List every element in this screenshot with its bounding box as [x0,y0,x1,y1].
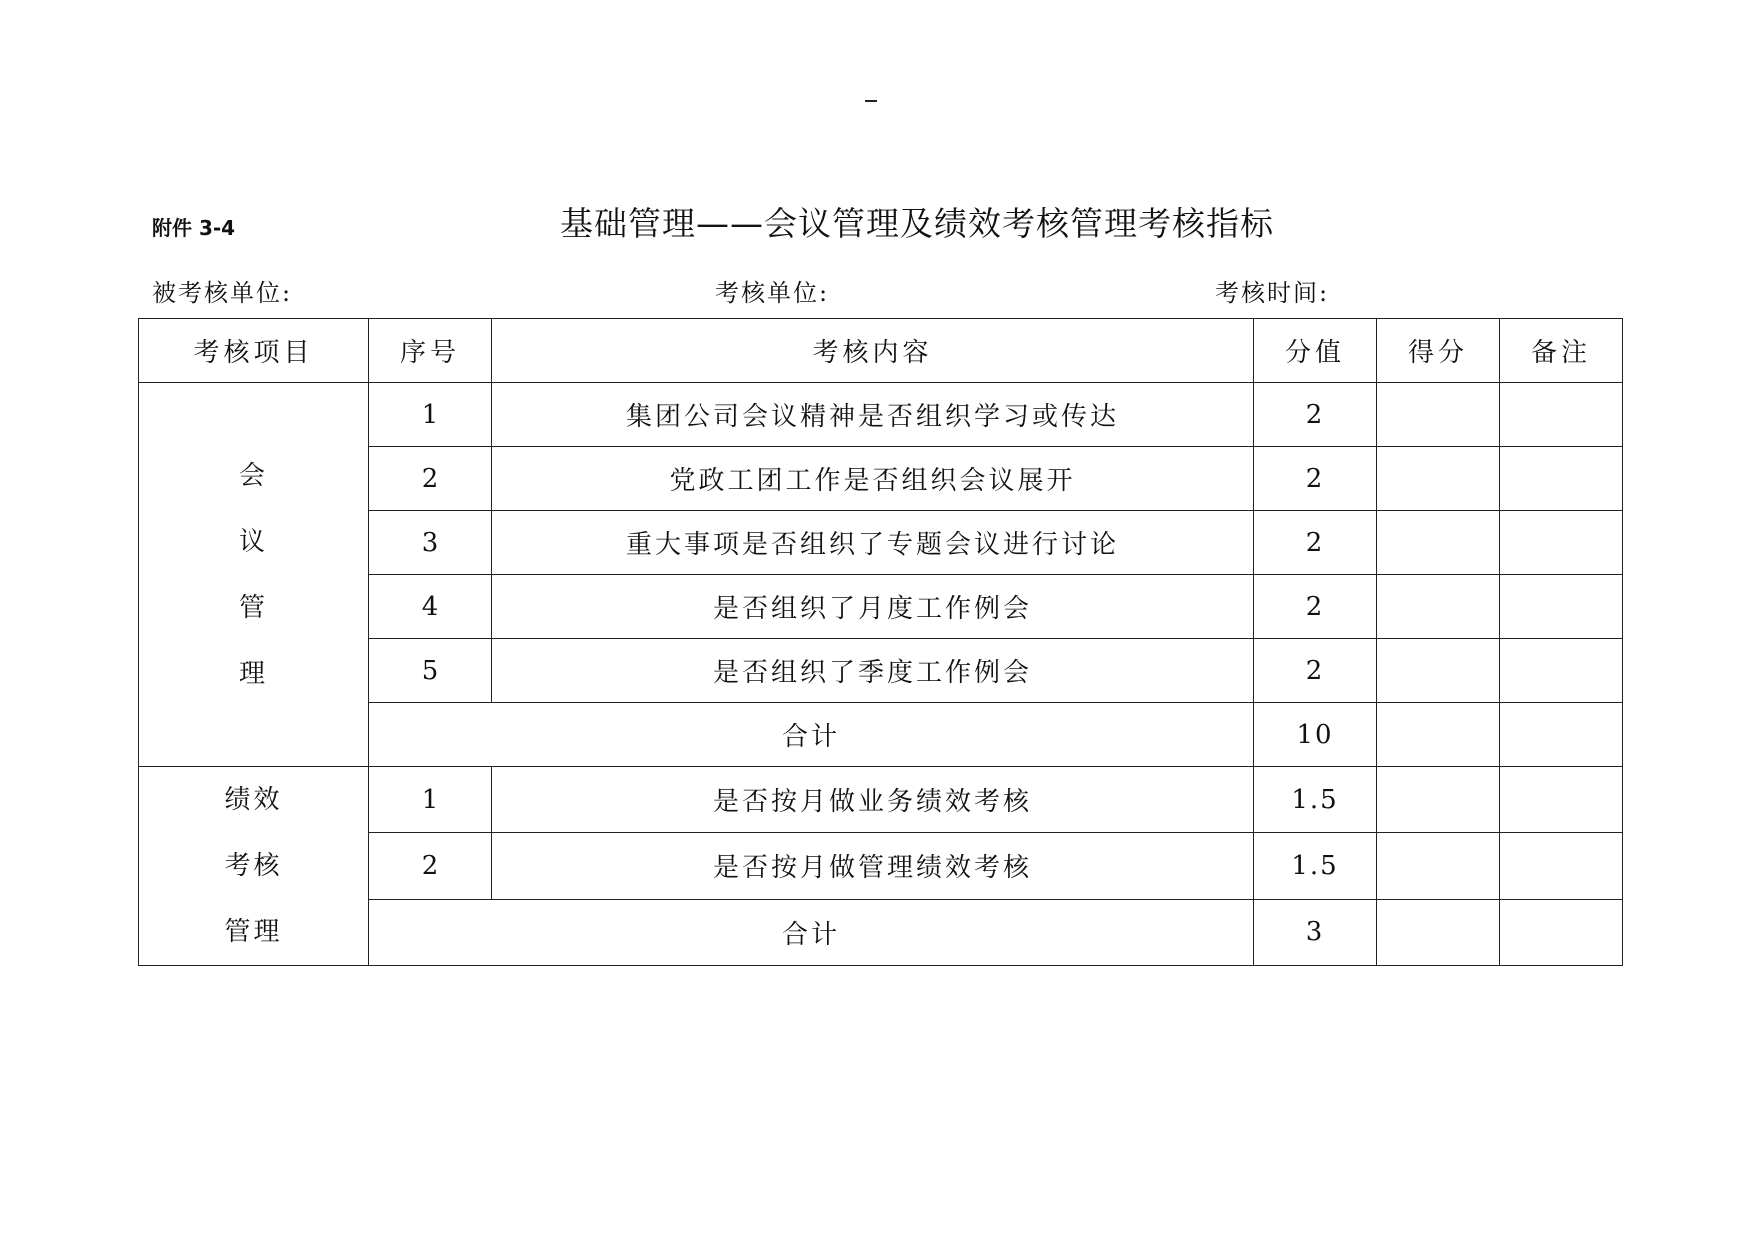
row-content: 是否组织了季度工作例会 [492,639,1254,703]
table-header-row [139,319,1623,383]
section-meeting-management [139,383,369,767]
row-score: 2 [1254,511,1377,575]
section-performance-management [139,767,369,966]
total-label: 合计 [369,703,1254,767]
remarks-cell[interactable] [1500,383,1623,447]
row-content: 集团公司会议精神是否组织学习或传达 [492,383,1254,447]
attachment-number: 附件 3-4 [152,216,236,240]
section-name-line: 绩效 [224,785,283,815]
section-name-line: 会 [238,460,268,491]
table-row [139,383,1623,447]
assessed-unit-label: 被考核单位: [152,279,293,307]
score-obtained-cell[interactable] [1377,575,1500,639]
score-obtained-cell[interactable] [1377,703,1500,767]
remarks-cell[interactable] [1500,511,1623,575]
row-score: 2 [1254,383,1377,447]
score-obtained-cell[interactable] [1377,639,1500,703]
row-content: 是否按月做业务绩效考核 [492,767,1254,833]
section-name-line: 考核 [224,851,283,881]
total-label: 合计 [369,899,1254,965]
score-obtained-cell[interactable] [1377,833,1500,899]
header-remarks: 备注 [1500,319,1623,383]
total-score: 10 [1254,703,1377,767]
assessment-table [138,318,1623,966]
row-content: 是否按月做管理绩效考核 [492,833,1254,899]
assess-time-label: 考核时间: [1215,279,1330,307]
row-number: 1 [369,383,492,447]
table-row [139,767,1623,833]
row-number: 2 [369,833,492,899]
row-content: 党政工团工作是否组织会议展开 [492,447,1254,511]
row-content: 是否组织了月度工作例会 [492,575,1254,639]
row-number: 3 [369,511,492,575]
remarks-cell[interactable] [1500,575,1623,639]
score-obtained-cell[interactable] [1377,899,1500,965]
section-name-line: 理 [238,658,268,689]
header-score-value: 分值 [1254,319,1377,383]
remarks-cell[interactable] [1500,703,1623,767]
row-score: 2 [1254,447,1377,511]
page-header-dash [865,100,877,102]
score-obtained-cell[interactable] [1377,383,1500,447]
remarks-cell[interactable] [1500,899,1623,965]
header-number: 序号 [369,319,492,383]
section-name-line: 管 [238,592,268,623]
remarks-cell[interactable] [1500,447,1623,511]
assessing-unit-label: 考核单位: [715,279,830,307]
remarks-cell[interactable] [1500,639,1623,703]
header-content: 考核内容 [492,319,1254,383]
remarks-cell[interactable] [1500,767,1623,833]
section-name-line: 议 [238,526,268,557]
row-score: 2 [1254,575,1377,639]
score-obtained-cell[interactable] [1377,447,1500,511]
row-number: 2 [369,447,492,511]
row-score: 2 [1254,639,1377,703]
row-score: 1.5 [1254,833,1377,899]
remarks-cell[interactable] [1500,833,1623,899]
row-number: 5 [369,639,492,703]
header-score-obtained: 得分 [1377,319,1500,383]
document-title: 基础管理——会议管理及绩效考核管理考核指标 [560,204,1274,243]
section-name-line: 管理 [224,917,283,947]
row-content: 重大事项是否组织了专题会议进行讨论 [492,511,1254,575]
row-score: 1.5 [1254,767,1377,833]
total-score: 3 [1254,899,1377,965]
row-number: 4 [369,575,492,639]
score-obtained-cell[interactable] [1377,511,1500,575]
row-number: 1 [369,767,492,833]
header-item: 考核项目 [139,319,369,383]
score-obtained-cell[interactable] [1377,767,1500,833]
